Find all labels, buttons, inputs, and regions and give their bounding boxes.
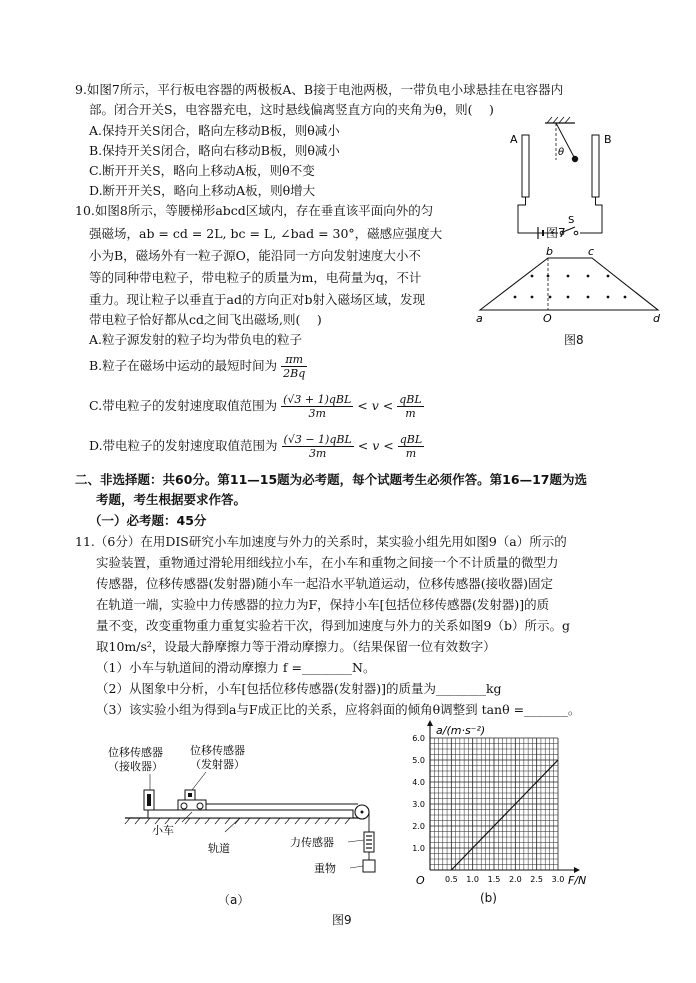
figure-7-caption: 图7 (546, 226, 566, 240)
figure-9-caption: 图9 (332, 913, 352, 927)
y-axis-arrow-icon (427, 720, 433, 726)
q9-stem-line1: 9.如图7所示，平行板电容器的两极板A、B接于电池两极，一带负电小球悬挂在电容器内 (75, 82, 564, 97)
fig8-label-a: a (476, 312, 483, 325)
q11-part1: （1）小车与轨道间的滑动摩擦力 f =________N。 (96, 660, 376, 675)
y-tick-label: 2.0 (412, 822, 425, 831)
magnetic-field-dots (514, 275, 627, 299)
q10-line2: 强磁场，ab = cd = 2L, bc = L, ∠bad = 30°，磁感应强度大 (89, 226, 443, 241)
y-tick-label: 3.0 (412, 800, 425, 809)
q10-option-c: C.带电粒子的发射速度取值范围为 $\frac{\text{(√3 + 1)qBL}}{3m}$ < v < $\frac{\text{qBL}}{m}$ (89, 393, 422, 420)
fig9a-car-label: 小车 (152, 824, 174, 837)
q11-line6: 取10m/s²，设最大静摩擦力等于滑动摩擦力。（结果保留一位有效数字） (96, 639, 496, 654)
q9-option-d: D.断开开关S，略向上移动A板，则θ增大 (89, 183, 316, 198)
figure-9b-chart (388, 718, 618, 890)
x-tick-label: 2.5 (530, 875, 544, 884)
q11-part2: （2）从图象中分析，小车[包括位移传感器(发射器)]的质量为________kg (96, 681, 502, 696)
section2-heading-line1: 二、非选择题：共60分。第11—15题为必考题，每个试题考生必须作答。第16—17题为选 (75, 472, 587, 487)
q11-line1: 11.（6分）在用DIS研究小车加速度与外力的关系时，某实验小组先用如图9（a）所示的 (75, 534, 567, 549)
fig9a-receiver-label-2: （接收器） (108, 760, 163, 773)
x-axis-arrow-icon (574, 867, 580, 873)
q10-option-a: A.粒子源发射的粒子均为带负电的粒子 (89, 332, 303, 347)
fig9a-track-label: 轨道 (208, 842, 230, 855)
q10-line1: 10.如图8所示，等腰梯形abcd区域内，存在垂直该平面向外的匀 (75, 203, 434, 218)
y-tick-label: 1.0 (412, 844, 425, 853)
y-tick-label: 5.0 (412, 756, 425, 765)
fig7-label-b: B (604, 133, 612, 146)
fig9a-receiver-label-1: 位移传感器 (108, 746, 163, 759)
weight-icon (363, 860, 375, 872)
figure-9a-apparatus (100, 740, 390, 900)
figure-9b-caption: (b) (480, 891, 497, 905)
q9-stem-line2: 部。闭合开关S，电容器充电，这时悬线偏离竖直方向的夹角为θ，则( ) (89, 102, 494, 117)
figure-7-capacitor (500, 115, 630, 240)
fig8-label-b: b (546, 245, 553, 258)
x-tick-label: 0.5 (444, 875, 458, 884)
fig9a-weight-label: 重物 (314, 862, 336, 875)
fig7-label-a: A (510, 133, 518, 146)
q10-option-b: B.粒子在磁场中运动的最短时间为 $\frac{\pi m}{2Bq}$ (89, 353, 306, 380)
q9-option-b: B.保持开关S闭合，略向右移动B板，则θ减小 (89, 143, 340, 158)
fig9a-emitter-label-1: 位移传感器 (190, 744, 245, 757)
chart-y-label: a/(m·s⁻²) (436, 724, 486, 737)
figure-8-trapezoid (470, 244, 670, 328)
q10-line5: 重力。现让粒子以垂直于ad的方向正对b射入磁场区域，发现 (89, 292, 425, 307)
fig9a-emitter-label-2: （发射器） (190, 758, 245, 771)
x-tick-label: 2.0 (508, 875, 522, 884)
fig8-label-c: c (588, 245, 595, 258)
q11-line5: 量不变，改变重物重力重复实验若干次，得到加速度与外力的关系如图9（b）所示。g (96, 618, 570, 633)
q11-line2: 实验装置，重物通过滑轮用细线拉小车，在小车和重物之间接一个不计质量的微型力 (96, 555, 559, 570)
chart-x-label: F/N (568, 874, 587, 887)
charged-ball-icon (572, 156, 578, 162)
y-tick-label: 6.0 (412, 734, 425, 743)
q9-option-a: A.保持开关S闭合，略向左移动B板，则θ减小 (89, 123, 340, 138)
section2-heading-line2: 考题，考生根据要求作答。 (96, 492, 247, 507)
q10-line4: 等的同种带电粒子，带电粒子的质量为m，电荷量为q，不计 (89, 270, 422, 285)
section2-subheading: （一）必考题：45分 (89, 513, 207, 528)
figure-9a-caption: （a） (218, 893, 250, 907)
fig9a-force-label: 力传感器 (290, 836, 334, 849)
q11-line4: 在轨道一端，实验中力传感器的拉力为F，保持小车[包括位移传感器(发射器)]的质 (96, 597, 550, 612)
chart-grid (430, 738, 558, 870)
figure-8-caption: 图8 (564, 333, 584, 347)
q11-line3: 传感器，位移传感器(发射器)随小车一起沿水平轨道运动，位移传感器(接收器)固定 (96, 576, 554, 591)
q10-option-d: D.带电粒子的发射速度取值范围为 $\frac{\text{(√3 − 1)qBL}}{3m}$ < v < $\frac{\text{qBL}}{m}$ (89, 433, 423, 460)
q10-line3: 小为B，磁场外有一粒子源O，能沿同一方向发射速度大小不 (89, 248, 421, 263)
q10-line6: 带电粒子恰好都从cd之间飞出磁场,则( ) (89, 312, 322, 327)
x-tick-label: 1.5 (487, 875, 501, 884)
chart-origin-label: O (416, 874, 425, 887)
fig7-label-s: S (568, 215, 575, 226)
fig8-label-d: d (653, 312, 660, 325)
chart-axes (427, 720, 580, 873)
force-sensor-icon (364, 832, 374, 852)
chart-x-ticks (445, 875, 564, 884)
q11-part3: （3）该实验小组为得到a与F成正比的关系，应将斜面的倾角θ调整到 tanθ =_______。 (96, 702, 581, 717)
x-tick-label: 1.0 (466, 875, 480, 884)
x-tick-label: 3.0 (551, 875, 565, 884)
q9-option-c: C.断开开关S，略向上移动A板，则θ不变 (89, 163, 315, 178)
y-tick-label: 4.0 (412, 778, 425, 787)
chart-y-ticks (412, 734, 425, 853)
fig7-label-theta: θ (558, 147, 565, 158)
fig8-label-o: O (543, 312, 552, 325)
